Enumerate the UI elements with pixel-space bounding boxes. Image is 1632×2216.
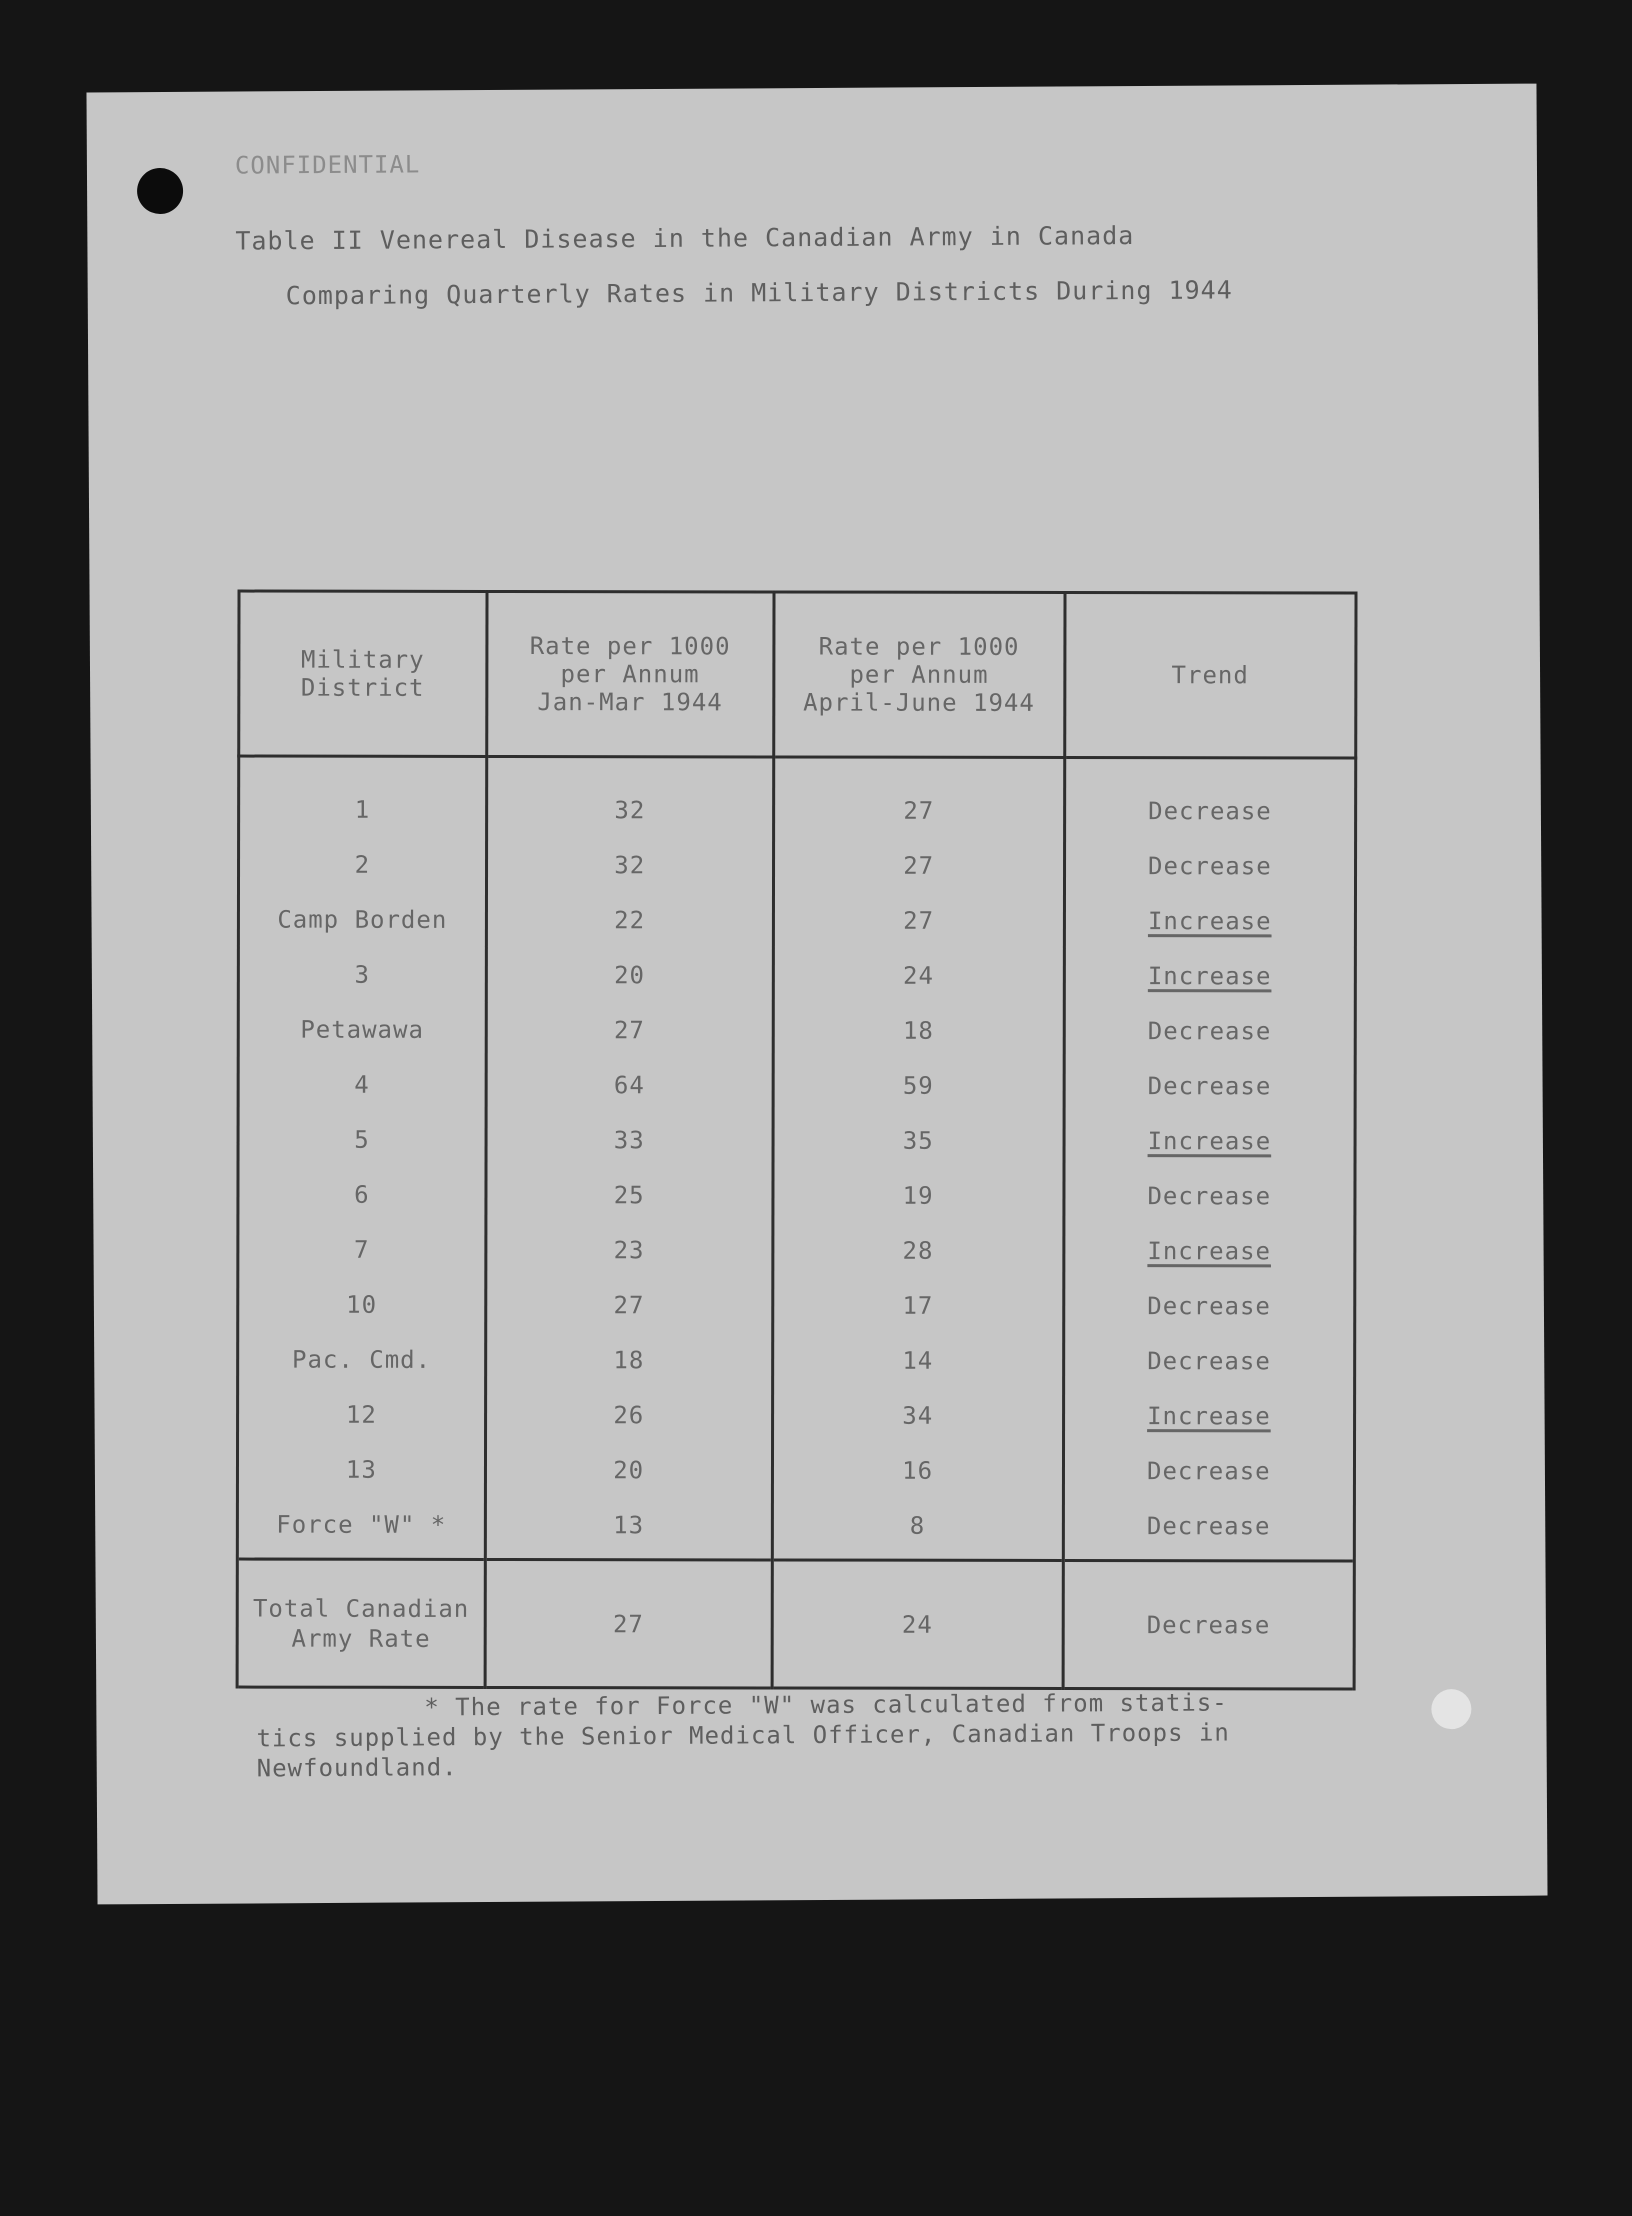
- rate-jan-mar-cell: 18: [485, 1332, 772, 1388]
- rate-apr-jun-cell: 17: [772, 1277, 1063, 1333]
- district-cell: Camp Borden: [238, 892, 486, 947]
- district-cell: 1: [239, 756, 487, 837]
- table-row: [238, 947, 1355, 1004]
- trend-cell: Decrease: [1063, 1498, 1354, 1561]
- table-row: [239, 756, 1356, 838]
- table-row: [237, 1497, 1354, 1561]
- trend-cell: Decrease: [1063, 1333, 1354, 1389]
- table-row: [238, 1002, 1355, 1059]
- rate-jan-mar-cell: 64: [486, 1057, 773, 1113]
- district-cell: 5: [238, 1112, 486, 1167]
- rate-apr-jun-cell: 35: [773, 1112, 1064, 1168]
- trend-cell: Decrease: [1064, 1168, 1355, 1224]
- district-cell: 7: [238, 1222, 486, 1277]
- total-rate-jan-mar: 27: [485, 1559, 772, 1688]
- rate-apr-jun-cell: 19: [773, 1167, 1064, 1223]
- table-body: [237, 756, 1355, 1561]
- rate-apr-jun-cell: 27: [773, 757, 1064, 838]
- trend-cell: Increase: [1063, 1223, 1354, 1279]
- district-cell: 4: [238, 1057, 486, 1112]
- rate-jan-mar-cell: 27: [485, 1277, 772, 1333]
- table-row: [238, 1277, 1355, 1334]
- vd-rates-table: [236, 590, 1358, 1691]
- trend-cell: Increase: [1063, 1388, 1354, 1444]
- classification-label: CONFIDENTIAL: [234, 150, 421, 180]
- table-row: [238, 892, 1355, 949]
- district-cell: Force "W" *: [237, 1497, 485, 1560]
- rate-jan-mar-cell: 32: [486, 837, 773, 893]
- rate-apr-jun-cell: 8: [772, 1497, 1063, 1560]
- table-row: [238, 1387, 1355, 1444]
- table-row: [238, 1112, 1355, 1169]
- district-cell: 2: [238, 837, 486, 892]
- district-cell: 10: [238, 1277, 486, 1332]
- district-cell: Pac. Cmd.: [238, 1332, 486, 1387]
- trend-cell: Decrease: [1063, 1278, 1354, 1334]
- rate-jan-mar-cell: 20: [486, 947, 773, 1003]
- rate-apr-jun-cell: 14: [772, 1332, 1063, 1388]
- table-row: [238, 837, 1355, 894]
- rate-apr-jun-cell: 59: [773, 1057, 1064, 1113]
- trend-cell: Increase: [1064, 948, 1355, 1004]
- trend-cell: Increase: [1064, 1113, 1355, 1169]
- trend-cell: Decrease: [1064, 838, 1355, 894]
- header-rate-apr-jun: Rate per 1000 per Annum April-June 1944: [773, 592, 1064, 758]
- table-row: [237, 1442, 1354, 1499]
- footnote-line-1: * The rate for Force "W" was calculated from statis-: [424, 1688, 1228, 1722]
- rate-apr-jun-cell: 27: [773, 892, 1064, 948]
- rate-apr-jun-cell: 28: [772, 1222, 1063, 1278]
- trend-cell: Decrease: [1064, 1058, 1355, 1114]
- table-row: [238, 1057, 1355, 1114]
- document-page: [86, 84, 1547, 1905]
- trend-cell: Decrease: [1063, 1443, 1354, 1499]
- footnote-line-3: Newfoundland.: [256, 1753, 458, 1783]
- rate-jan-mar-cell: 26: [485, 1387, 772, 1443]
- rate-jan-mar-cell: 20: [485, 1442, 772, 1498]
- footnote-line-2: tics supplied by the Senior Medical Officer, Canadian Troops in: [256, 1718, 1230, 1753]
- table-title: Table II Venereal Disease in the Canadian Army in Canada: [235, 221, 1135, 256]
- total-trend: Decrease: [1063, 1560, 1355, 1689]
- rate-jan-mar-cell: 27: [486, 1002, 773, 1058]
- table-subtitle: Comparing Quarterly Rates in Military Districts During 1944: [285, 275, 1233, 311]
- rate-jan-mar-cell: 25: [486, 1167, 773, 1223]
- total-rate-apr-jun: 24: [772, 1560, 1063, 1689]
- total-label: Total Canadian Army Rate: [237, 1559, 485, 1687]
- header-rate-jan-mar: Rate per 1000 per Annum Jan-Mar 1944: [486, 591, 773, 757]
- district-cell: 13: [237, 1442, 485, 1497]
- rate-apr-jun-cell: 18: [773, 1002, 1064, 1058]
- rate-jan-mar-cell: 32: [486, 756, 773, 837]
- rate-apr-jun-cell: 27: [773, 837, 1064, 893]
- district-cell: 12: [238, 1387, 486, 1442]
- trend-cell: Decrease: [1064, 757, 1355, 838]
- table-row: [238, 1332, 1355, 1389]
- rate-jan-mar-cell: 22: [486, 892, 773, 948]
- table-row: [238, 1222, 1355, 1279]
- trend-cell: Increase: [1064, 893, 1355, 949]
- header-trend: Trend: [1064, 592, 1356, 758]
- district-cell: Petawawa: [238, 1002, 486, 1057]
- total-row: [237, 1559, 1354, 1689]
- rate-apr-jun-cell: 24: [773, 947, 1064, 1003]
- rate-jan-mar-cell: 13: [485, 1497, 772, 1560]
- punch-hole: [137, 168, 183, 214]
- header-military-district: Military District: [239, 591, 487, 756]
- rate-apr-jun-cell: 16: [772, 1442, 1063, 1498]
- footnote: [256, 1687, 1357, 1784]
- table-row: [238, 1167, 1355, 1224]
- table-header-row: [239, 591, 1356, 758]
- district-cell: 3: [238, 947, 486, 1002]
- district-cell: 6: [238, 1167, 486, 1222]
- paper-spot: [1431, 1689, 1471, 1729]
- rate-jan-mar-cell: 23: [486, 1222, 773, 1278]
- rate-apr-jun-cell: 34: [772, 1387, 1063, 1443]
- trend-cell: Decrease: [1064, 1003, 1355, 1059]
- rate-jan-mar-cell: 33: [486, 1112, 773, 1168]
